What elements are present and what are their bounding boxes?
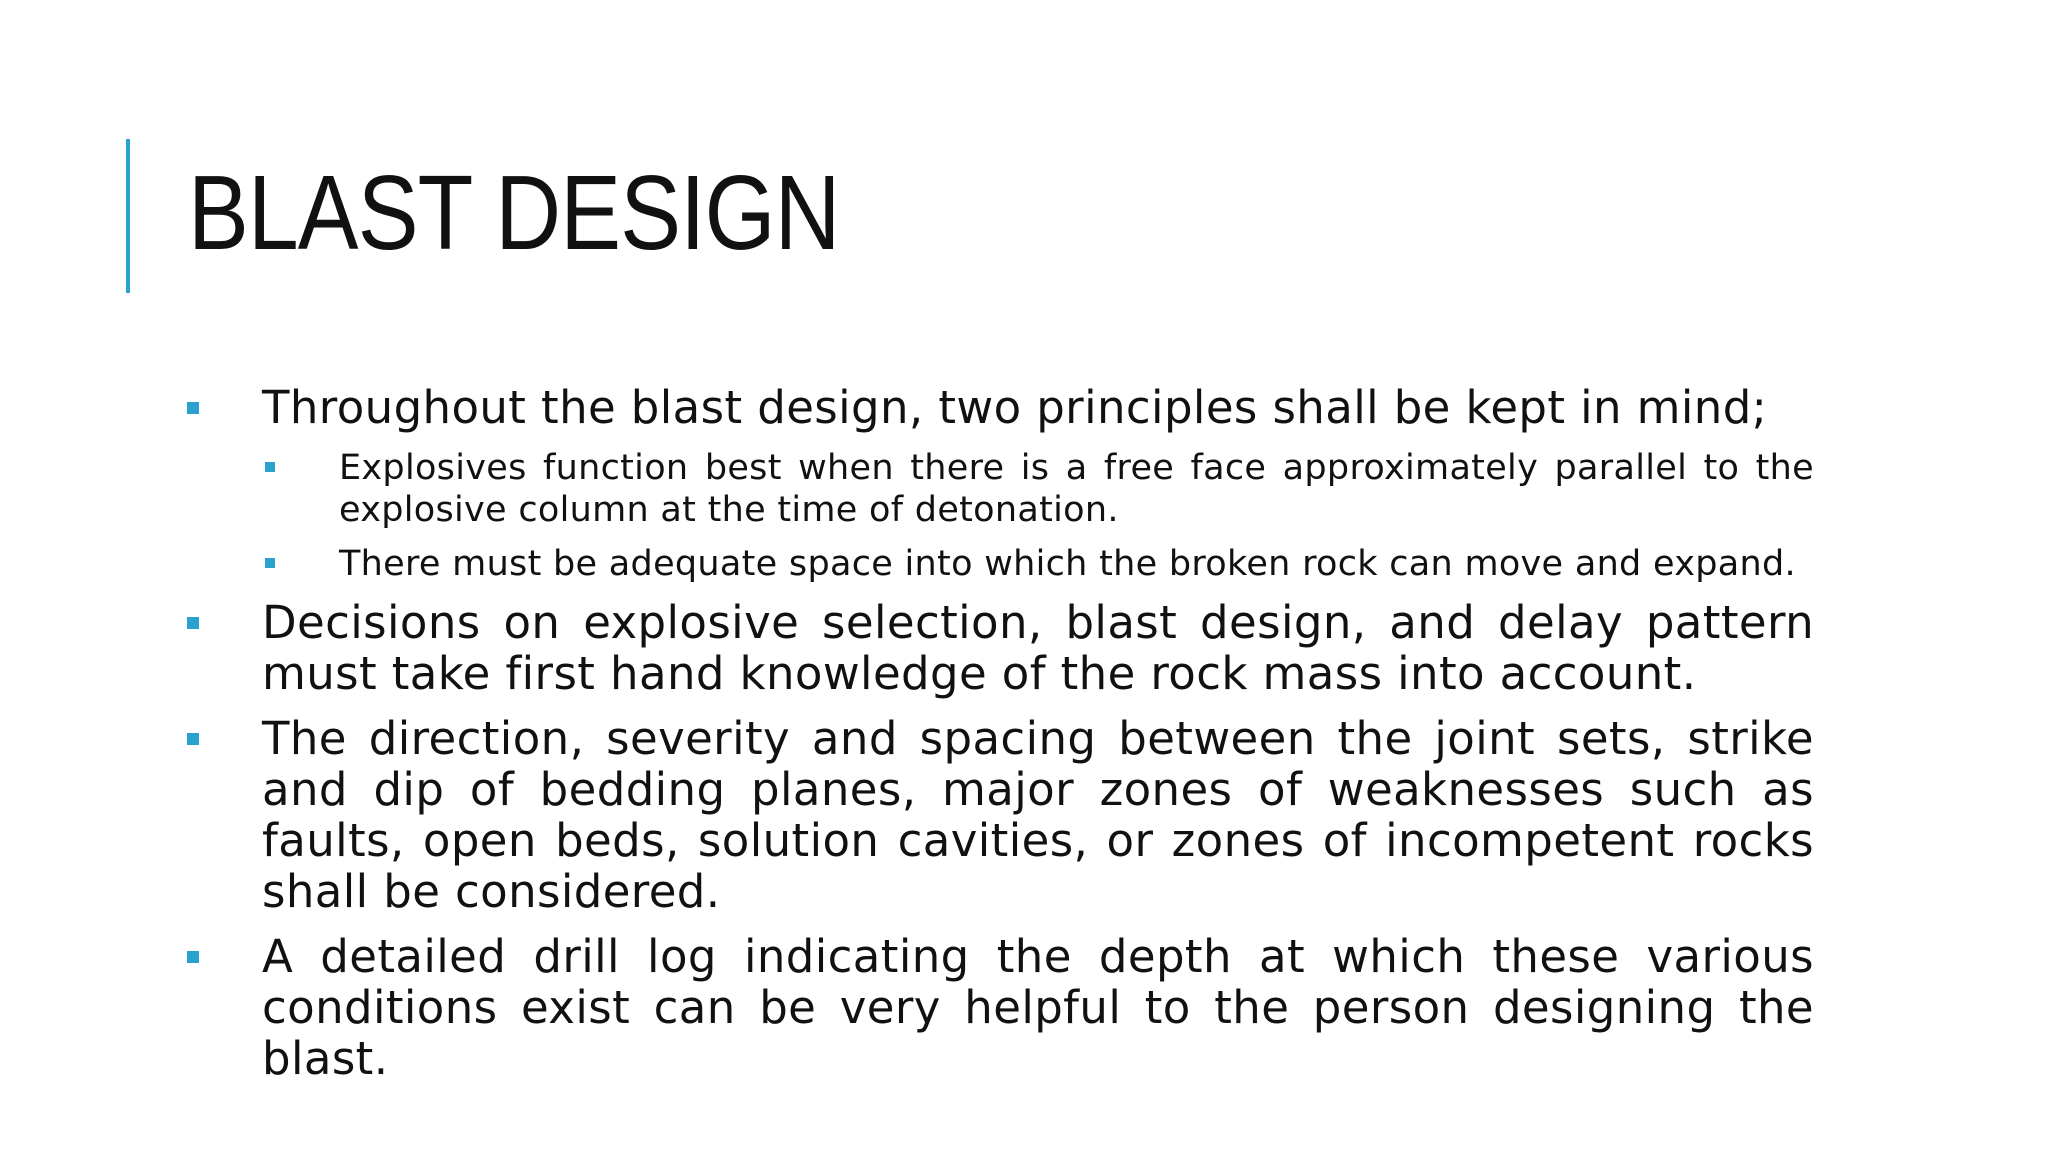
bullet-text: Decisions on explosive selection, blast design, and delay pattern must take first hand knowledge of the rock mass into account. bbox=[262, 596, 1814, 700]
bullet-text: A detailed drill log indicating the depth at which these various conditions exist can be very helpful to the person designing the blast. bbox=[262, 930, 1814, 1085]
square-bullet-icon bbox=[187, 617, 199, 629]
sub-bullet-text: Explosives function best when there is a free face approximately parallel to the explosive column at the time of detonation. bbox=[339, 448, 1814, 530]
square-bullet-icon bbox=[265, 462, 275, 472]
bullet-list bbox=[180, 382, 1814, 1098]
bullet-item bbox=[180, 931, 1814, 1084]
bullet-text: The direction, severity and spacing between the joint sets, strike and dip of bedding planes, major zones of weaknesses such as faults, open beds, solution cavities, or zones of incompetent rocks shall be considered. bbox=[262, 712, 1814, 918]
slide-title: BLAST DESIGN bbox=[188, 154, 840, 272]
sub-bullet-item bbox=[180, 543, 1814, 585]
sub-bullet-text: There must be adequate space into which the broken rock can move and expand. bbox=[339, 544, 1796, 584]
bullet-item bbox=[180, 597, 1814, 699]
bullet-text: Throughout the blast design, two principles shall be kept in mind; bbox=[262, 381, 1768, 434]
square-bullet-icon bbox=[265, 558, 275, 568]
square-bullet-icon bbox=[187, 951, 199, 963]
bullet-item bbox=[180, 382, 1814, 433]
square-bullet-icon bbox=[187, 402, 199, 414]
bullet-item bbox=[180, 713, 1814, 917]
title-accent-bar bbox=[126, 139, 130, 293]
sub-bullet-item bbox=[180, 447, 1814, 531]
square-bullet-icon bbox=[187, 733, 199, 745]
